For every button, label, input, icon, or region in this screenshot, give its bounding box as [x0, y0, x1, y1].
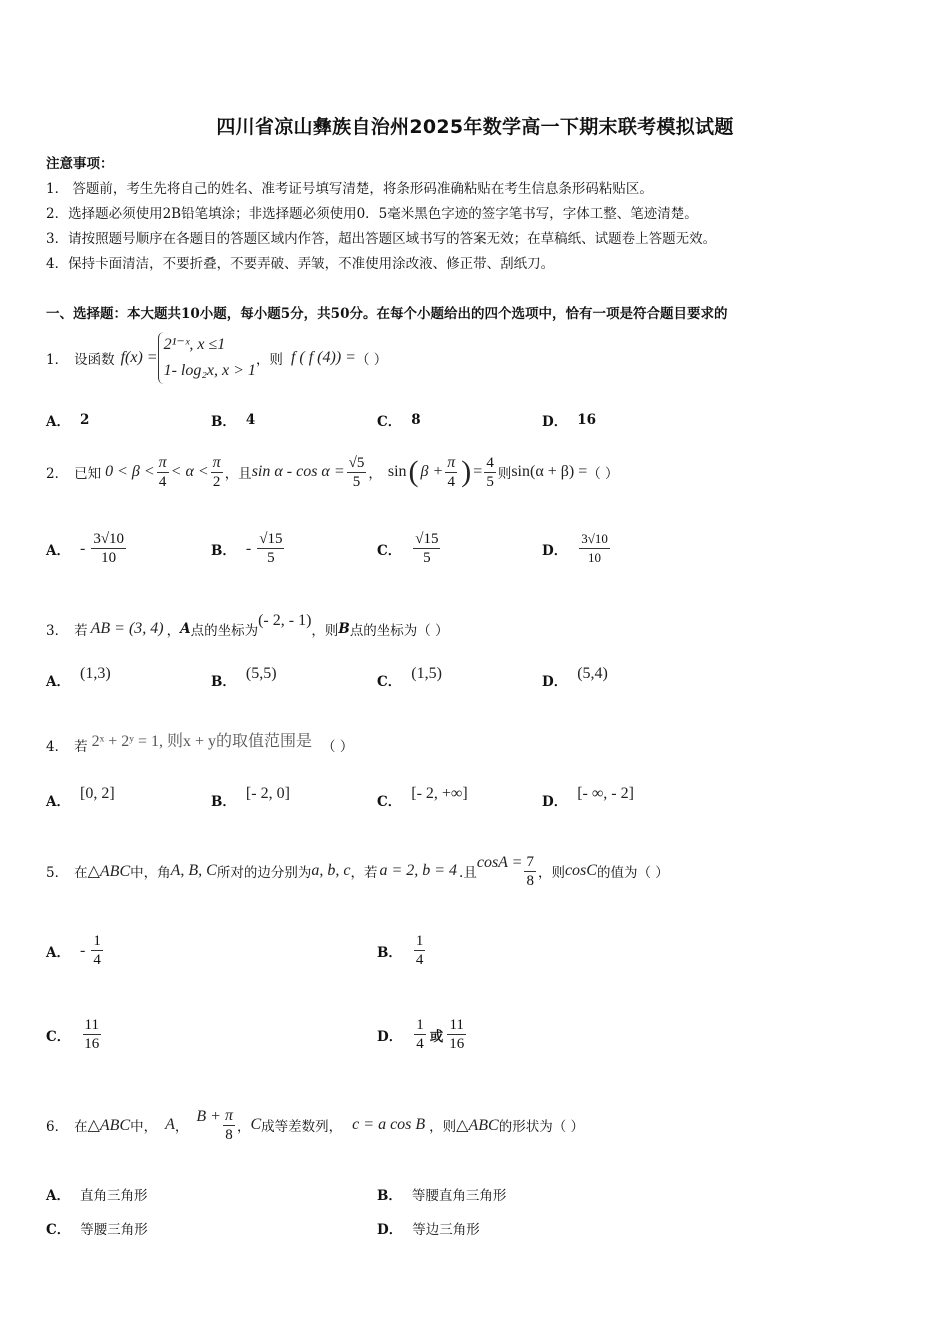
option-c: C． 8: [377, 412, 421, 430]
option-a: A． 直角三角形: [46, 1188, 148, 1204]
question-text: 的形状为（ ）: [498, 1119, 584, 1135]
question-number: 5．: [46, 865, 69, 881]
question-text: 在: [74, 865, 88, 881]
question-text: 中，: [130, 1119, 158, 1135]
math-expr: sin: [387, 463, 407, 480]
point-label: A: [180, 621, 191, 637]
question-number: 1．: [46, 352, 69, 368]
math-expr: A: [165, 1116, 175, 1133]
option-c: C． $\frac{11}{16}$: [46, 1017, 100, 1052]
math-expr: a = 2, b = 4: [379, 862, 458, 879]
math-expr: △ABC: [456, 1117, 499, 1134]
option-a: A． 2: [46, 412, 90, 430]
answer-bracket: （ ）: [587, 466, 619, 482]
math-expr: B +: [196, 1108, 221, 1125]
point-label: B: [338, 621, 350, 637]
question-6: [46, 1100, 584, 1150]
question-text: ，则: [311, 623, 339, 639]
note-item: 1． 答题前，考生先将自己的姓名、准考证号填写清楚，将条形码准确粘贴在考生信息条形码粘贴区。: [46, 181, 653, 197]
question-3: [46, 614, 449, 644]
math-expr: < α <: [170, 463, 209, 480]
question-text: 设函数: [74, 352, 115, 368]
case-2: 1- log₂x, x > 1: [163, 362, 256, 379]
math-expr: f(x) =: [120, 349, 158, 366]
fraction: $\frac{\pi}{4}$: [158, 453, 167, 490]
punct: ，: [237, 1119, 251, 1135]
question-text: 中，角: [130, 865, 171, 881]
fraction: $\frac{√5}{5}$: [348, 454, 365, 490]
option-d: D． 16: [542, 412, 597, 430]
option-b: B． - $\frac{√15}{5}$: [211, 531, 283, 566]
question-text: 在: [74, 1119, 88, 1135]
question-text: 点的坐标为: [190, 623, 259, 639]
math-expr: β +: [420, 463, 444, 480]
math-expr: c = a cos B: [352, 1116, 426, 1133]
question-text: 的值为（ ）: [596, 865, 669, 881]
option-b: B． $\frac{1}{4}$: [377, 933, 424, 968]
option-b: B． 4: [211, 412, 256, 430]
question-number: 3．: [46, 623, 69, 639]
paren: (: [408, 455, 419, 488]
question-text: 已知: [74, 466, 102, 482]
math-expr: sin α - cos α =: [251, 463, 345, 480]
option-c: C． 等腰三角形: [46, 1222, 148, 1238]
punct: ，: [174, 1119, 189, 1135]
question-number: 2．: [46, 466, 69, 482]
question-number: 6．: [46, 1119, 69, 1135]
option-d: D． (5,4): [542, 665, 608, 690]
math-expr: AB = (3, 4): [90, 620, 164, 637]
option-c: C． (1,5): [377, 665, 442, 690]
piecewise-function: [158, 332, 256, 384]
math-expr: cosC: [564, 862, 597, 879]
question-text: 所对的边分别为: [216, 865, 312, 881]
math-expr: sin(α + β) =: [511, 463, 588, 480]
math-expr: C: [250, 1116, 262, 1133]
option-c: C． $\frac{√15}{5}$: [377, 531, 439, 566]
punct: ，: [166, 623, 181, 639]
question-text: .且: [459, 865, 477, 881]
notes-heading: 注意事项：: [46, 156, 114, 172]
note-item: 2．选择题必须使用2B铅笔填涂；非选择题必须使用0．5毫米黑色字迹的签字笔书写，字体工整、笔迹清楚。: [46, 206, 698, 222]
math-expr: =: [473, 463, 483, 480]
option-a: A． [0, 2]: [46, 785, 115, 810]
question-text: ，则: [429, 1119, 457, 1135]
note-item: 3．请按照题号顺序在各题目的答题区域内作答，超出答题区域书写的答案无效；在草稿纸、试题卷上答题无效。: [46, 231, 717, 247]
fraction: $\frac{\pi}{4}$: [447, 453, 456, 490]
question-5: [46, 846, 669, 896]
note-item: 4．保持卡面清洁，不要折叠，不要弄破、弄皱，不准使用涂改液、修正带、刮纸刀。: [46, 256, 555, 272]
question-text: ，若: [350, 865, 378, 881]
fraction: $\frac{7}{8}$: [526, 853, 534, 889]
question-4: [46, 730, 353, 760]
question-text: 成等差数列，: [261, 1119, 343, 1135]
question-text: ，则: [537, 865, 565, 881]
option-d: D． $\frac{1}{4}$ 或 $\frac{11}{16}$: [377, 1017, 465, 1052]
page-title: 四川省凉山彝族自治州2025年数学高一下期末联考模拟试题: [216, 116, 734, 138]
question-1: [46, 328, 387, 388]
option-a: A． - $\frac{3√10}{10}$: [46, 531, 125, 566]
case-1: 2¹⁻ˣ, x ≤1: [163, 336, 226, 353]
math-expr: 0 < β <: [105, 463, 155, 480]
question-number: 4．: [46, 739, 69, 755]
option-b: B． (5,5): [211, 665, 277, 690]
answer-bracket: （ ）: [322, 739, 354, 755]
question-text: ，且: [224, 466, 252, 482]
question-text: ，则: [255, 352, 283, 368]
question-text: 若: [74, 739, 88, 755]
question-text: 若: [74, 623, 88, 639]
math-expr: cosA =: [476, 854, 523, 871]
option-c: C． [- 2, +∞]: [377, 785, 468, 810]
option-d: D． $\frac{3√10}{10}$: [542, 531, 608, 565]
question-2: [46, 444, 619, 500]
question-text: 则: [497, 466, 512, 482]
option-b: B． 等腰直角三角形: [377, 1188, 507, 1204]
option-b: B． [- 2, 0]: [211, 785, 290, 810]
option-d: D． 等边三角形: [377, 1222, 480, 1238]
math-expr: △ABC: [87, 1117, 131, 1134]
fraction: $\frac{\pi}{2}$: [212, 453, 221, 490]
option-d: D． [- ∞, - 2]: [542, 785, 634, 810]
math-expr: a, b, c: [311, 862, 351, 879]
math-expr: A, B, C: [170, 862, 217, 879]
fraction: $\frac{\pi}{8}$: [224, 1106, 233, 1143]
question-text: 点的坐标为（ ）: [349, 623, 449, 639]
section-heading: 一、选择题：本大题共10小题，每小题5分，共50分。在每个小题给出的四个选项中，恰有一项是符合题目要求的: [46, 306, 728, 322]
math-expr: (- 2, - 1): [258, 612, 312, 629]
option-a: A． (1,3): [46, 665, 111, 690]
option-a: A． - $\frac{1}{4}$: [46, 933, 101, 968]
math-expr: f ( f (4)) =: [290, 349, 356, 366]
math-expr: 2ˣ + 2ʸ = 1, 则x + y的取值范围是: [91, 732, 313, 750]
fraction: $\frac{4}{5}$: [486, 454, 494, 490]
answer-bracket: （ ）: [355, 352, 388, 368]
paren: ): [461, 455, 472, 488]
math-expr: △ABC: [87, 863, 131, 880]
punct: ，: [368, 466, 382, 482]
